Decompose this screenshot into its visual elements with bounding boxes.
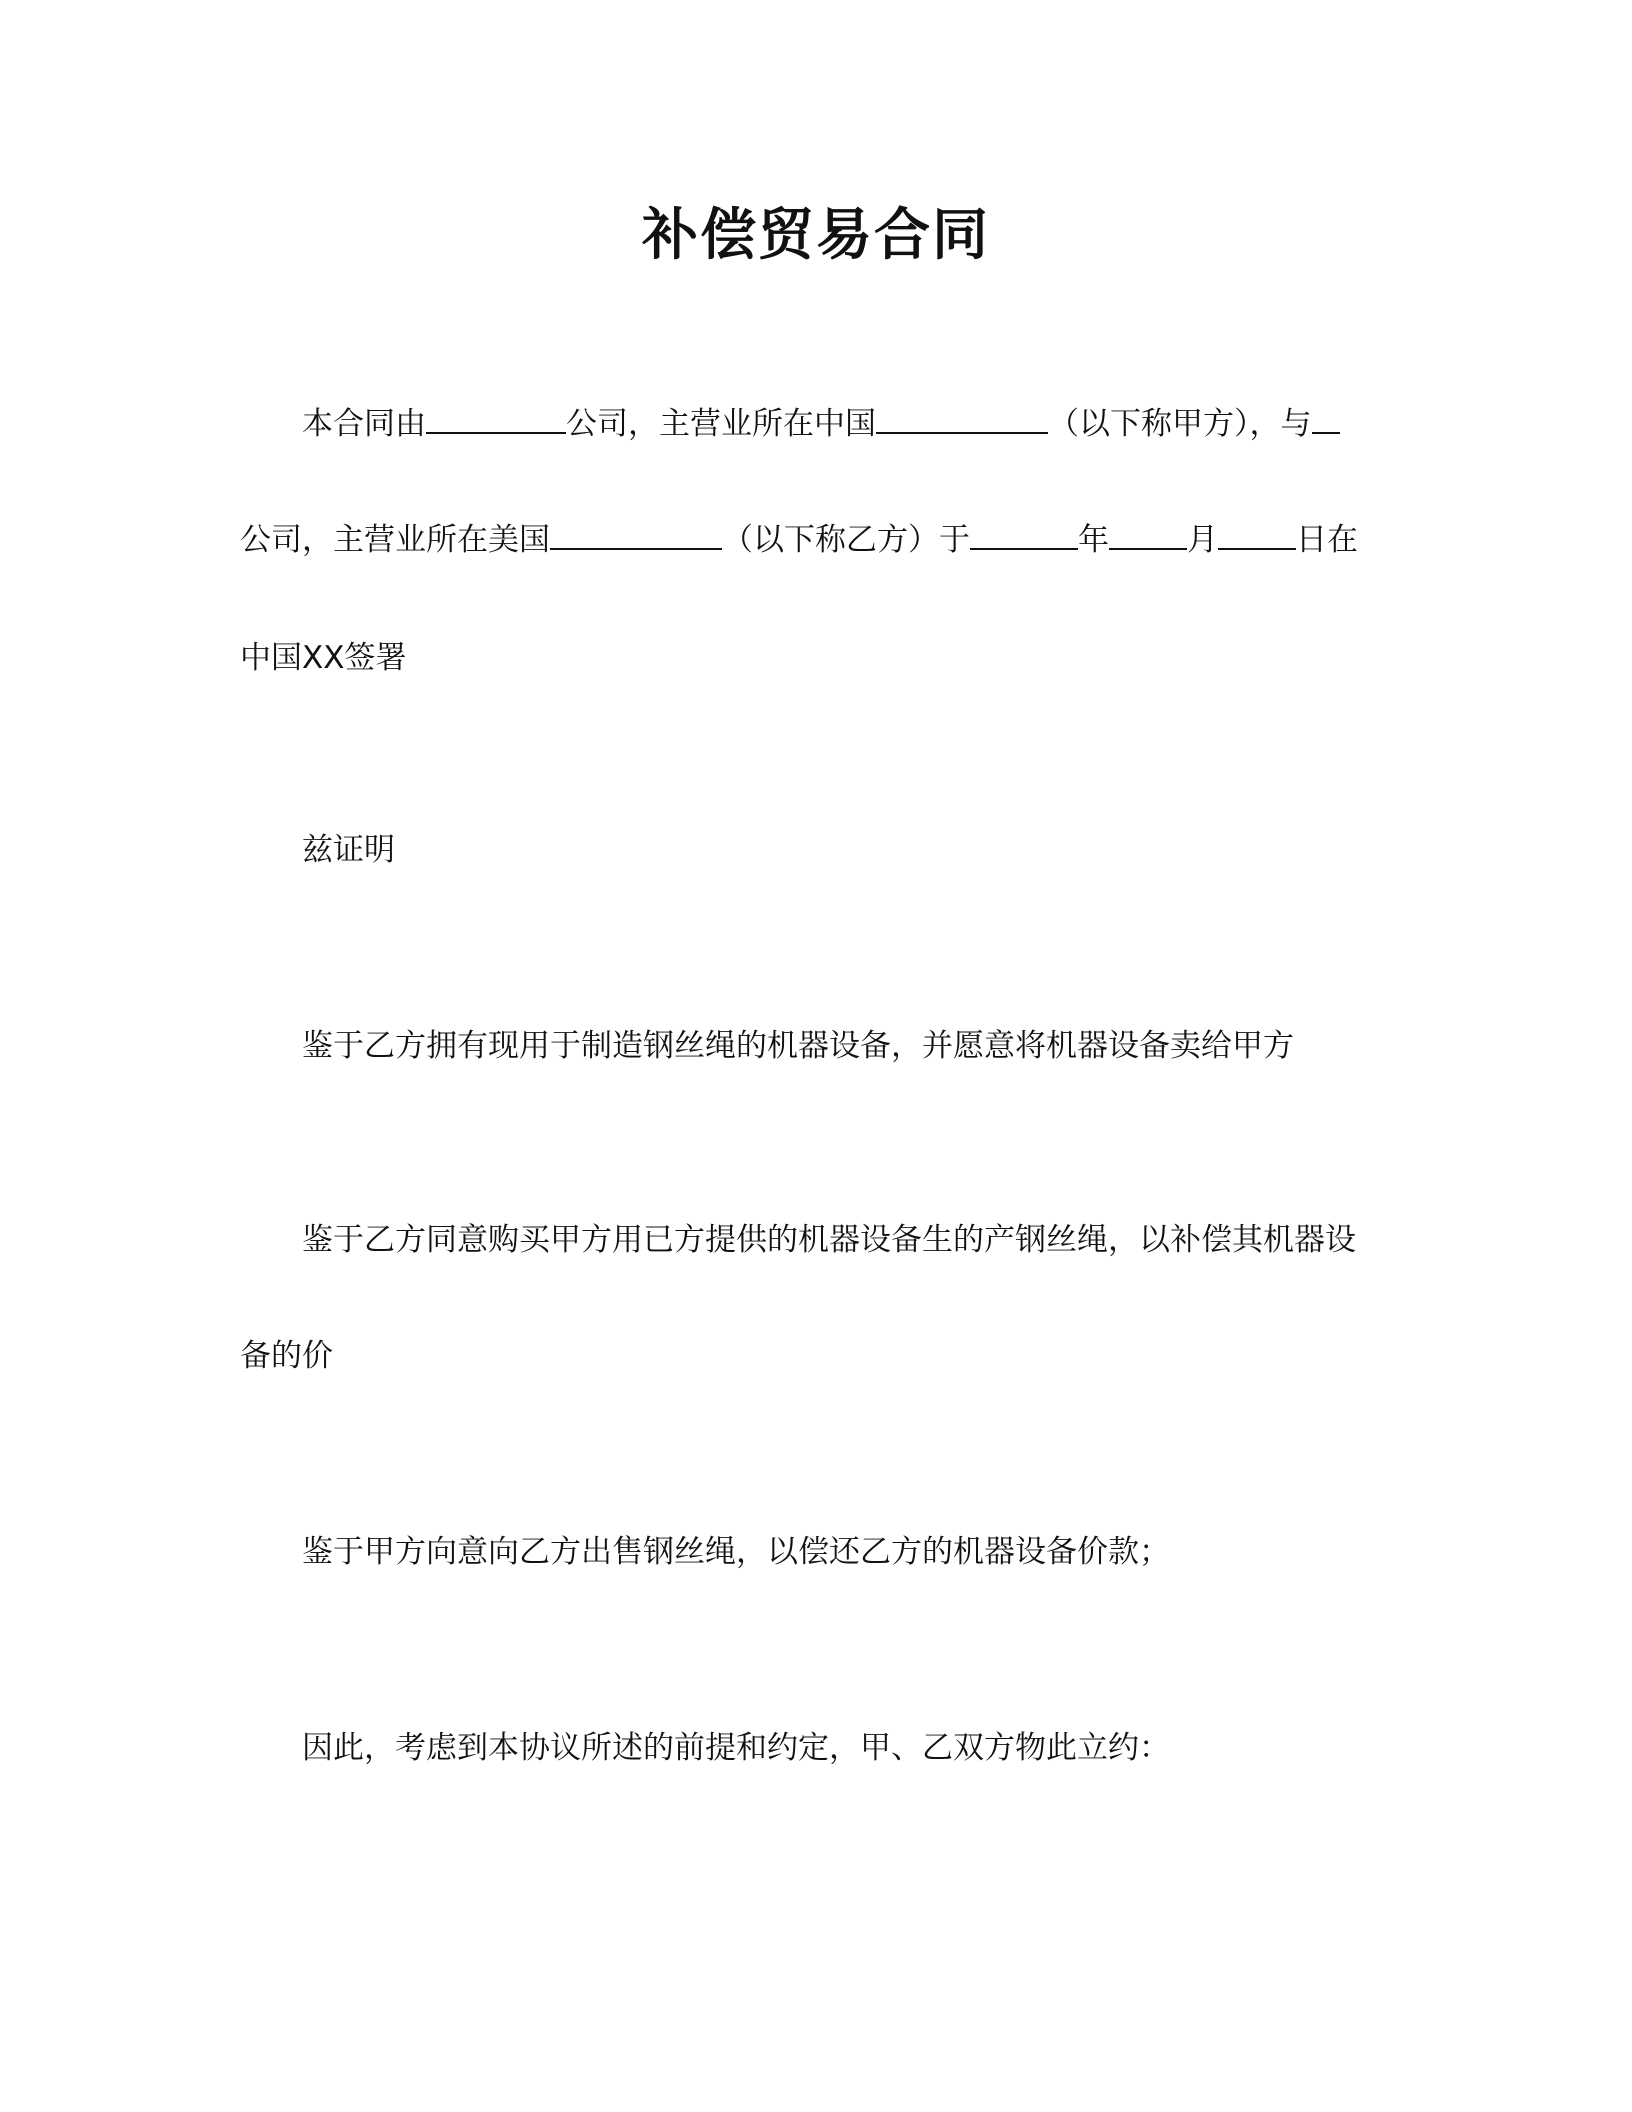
year-label: 年 (1078, 522, 1109, 558)
intro-text: 公司，主营业所在美国 (240, 522, 550, 558)
recital-2-line-1: 鉴于乙方同意购买甲方用已方提供的机器设备生的产钢丝绳，以补偿其机器设 (302, 1222, 1356, 1258)
intro-text: （以下称甲方），与 (1048, 406, 1312, 442)
year-blank (970, 518, 1078, 550)
day-label: 日在 (1296, 522, 1358, 558)
party-a-company-blank (426, 402, 566, 434)
intro-text: 公司，主营业所在中国 (566, 406, 876, 442)
recital-3: 鉴于甲方向意向乙方出售钢丝绳，以偿还乙方的机器设备价款； (302, 1534, 1170, 1570)
day-blank (1218, 518, 1296, 550)
agreement-clause: 因此，考虑到本协议所述的前提和约定，甲、乙双方物此立约： (302, 1730, 1170, 1766)
intro-text: 本合同由 (302, 406, 426, 442)
document-title: 补偿贸易合同 (642, 203, 990, 268)
party-b-address-blank (550, 518, 722, 550)
intro-line-1 (302, 402, 1380, 446)
witness-line: 兹证明 (302, 832, 395, 868)
recital-1: 鉴于乙方拥有现用于制造钢丝绳的机器设备，并愿意将机器设备卖给甲方 (302, 1028, 1294, 1064)
intro-text: （以下称乙方）于 (722, 522, 970, 558)
intro-line-3: 中国XX签署 (240, 640, 407, 676)
party-b-company-blank (1312, 402, 1340, 434)
recital-2-line-2: 备的价 (240, 1338, 333, 1374)
month-label: 月 (1187, 522, 1218, 558)
party-a-address-blank (876, 402, 1048, 434)
month-blank (1109, 518, 1187, 550)
intro-line-2 (240, 518, 1380, 562)
